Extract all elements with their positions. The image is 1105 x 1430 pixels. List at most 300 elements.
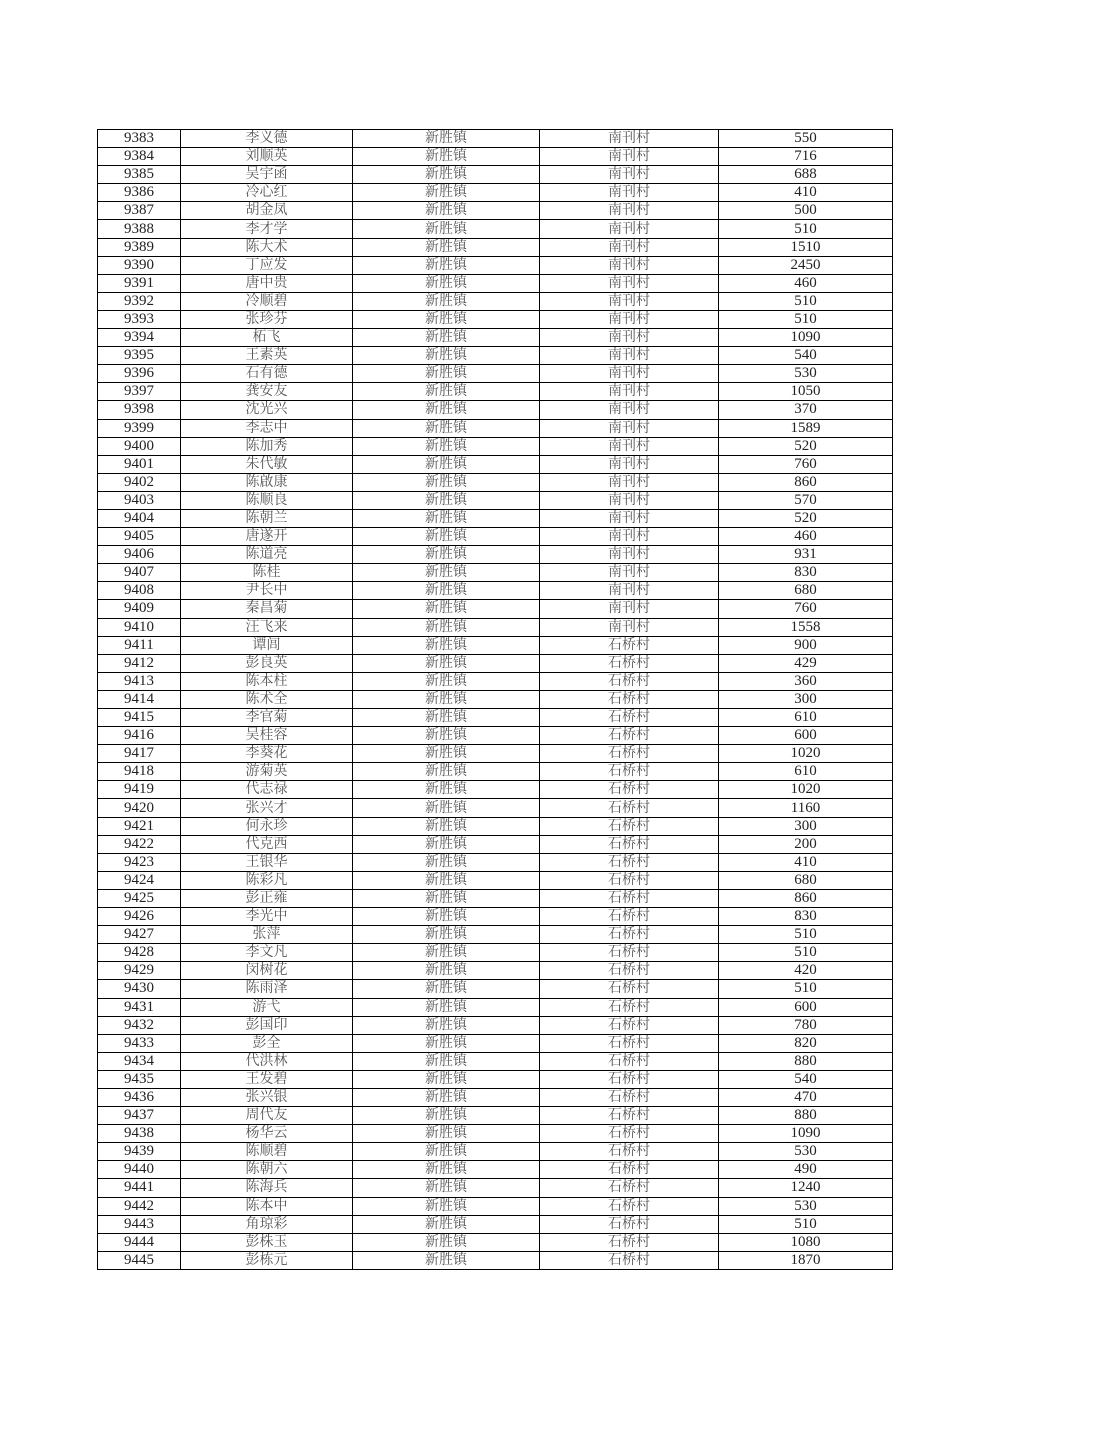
table-row	[98, 1143, 893, 1161]
table-row	[98, 1070, 893, 1088]
data-table	[97, 129, 893, 1270]
cell-name: 王素英	[181, 347, 353, 365]
table-row	[98, 202, 893, 220]
table-row	[98, 546, 893, 564]
cell-number: 9442	[98, 1197, 181, 1215]
cell-name: 石有德	[181, 365, 353, 383]
cell-town: 新胜镇	[353, 1088, 540, 1106]
cell-amount: 370	[719, 401, 893, 419]
cell-name: 胡金凤	[181, 202, 353, 220]
cell-village: 南刊村	[540, 202, 719, 220]
cell-town: 新胜镇	[353, 546, 540, 564]
cell-town: 新胜镇	[353, 383, 540, 401]
cell-number: 9440	[98, 1161, 181, 1179]
cell-amount: 540	[719, 1070, 893, 1088]
table-row	[98, 437, 893, 455]
cell-amount: 490	[719, 1161, 893, 1179]
cell-number: 9394	[98, 329, 181, 347]
cell-number: 9411	[98, 636, 181, 654]
cell-village: 南刊村	[540, 220, 719, 238]
cell-town: 新胜镇	[353, 962, 540, 980]
cell-town: 新胜镇	[353, 238, 540, 256]
cell-name: 陈术全	[181, 690, 353, 708]
cell-name: 何永珍	[181, 817, 353, 835]
cell-amount: 760	[719, 600, 893, 618]
table-body	[98, 130, 893, 1270]
cell-name: 吴桂容	[181, 727, 353, 745]
cell-town: 新胜镇	[353, 528, 540, 546]
cell-town: 新胜镇	[353, 582, 540, 600]
cell-name: 沈光兴	[181, 401, 353, 419]
cell-town: 新胜镇	[353, 274, 540, 292]
cell-name: 李葵花	[181, 745, 353, 763]
cell-town: 新胜镇	[353, 148, 540, 166]
cell-town: 新胜镇	[353, 944, 540, 962]
cell-village: 石桥村	[540, 690, 719, 708]
table-row	[98, 509, 893, 527]
table-row	[98, 926, 893, 944]
cell-amount: 1589	[719, 419, 893, 437]
cell-number: 9439	[98, 1143, 181, 1161]
cell-number: 9393	[98, 310, 181, 328]
cell-town: 新胜镇	[353, 799, 540, 817]
cell-amount: 360	[719, 672, 893, 690]
cell-town: 新胜镇	[353, 1215, 540, 1233]
cell-amount: 1020	[719, 745, 893, 763]
cell-name: 李光中	[181, 908, 353, 926]
cell-amount: 300	[719, 817, 893, 835]
cell-number: 9412	[98, 654, 181, 672]
table-row	[98, 962, 893, 980]
table-row	[98, 944, 893, 962]
cell-village: 石桥村	[540, 817, 719, 835]
cell-name: 张兴银	[181, 1088, 353, 1106]
cell-number: 9398	[98, 401, 181, 419]
cell-amount: 680	[719, 871, 893, 889]
cell-amount: 510	[719, 292, 893, 310]
table-row	[98, 1052, 893, 1070]
cell-village: 石桥村	[540, 745, 719, 763]
cell-amount: 880	[719, 1052, 893, 1070]
table-row	[98, 292, 893, 310]
cell-name: 陈桂	[181, 564, 353, 582]
table-row	[98, 256, 893, 274]
cell-amount: 300	[719, 690, 893, 708]
cell-village: 石桥村	[540, 1070, 719, 1088]
table-row	[98, 853, 893, 871]
table-row	[98, 383, 893, 401]
cell-name: 代洪林	[181, 1052, 353, 1070]
table-row	[98, 690, 893, 708]
cell-amount: 1080	[719, 1233, 893, 1251]
cell-village: 南刊村	[540, 401, 719, 419]
cell-village: 石桥村	[540, 871, 719, 889]
cell-amount: 780	[719, 1016, 893, 1034]
cell-number: 9437	[98, 1107, 181, 1125]
cell-name: 龚安友	[181, 383, 353, 401]
cell-town: 新胜镇	[353, 690, 540, 708]
cell-name: 彭株玉	[181, 1233, 353, 1251]
cell-village: 南刊村	[540, 582, 719, 600]
cell-village: 南刊村	[540, 256, 719, 274]
cell-town: 新胜镇	[353, 292, 540, 310]
cell-amount: 1870	[719, 1251, 893, 1269]
table-row	[98, 817, 893, 835]
cell-village: 南刊村	[540, 347, 719, 365]
cell-town: 新胜镇	[353, 1233, 540, 1251]
cell-amount: 931	[719, 546, 893, 564]
cell-name: 李义德	[181, 130, 353, 148]
cell-amount: 610	[719, 763, 893, 781]
cell-name: 陈朝兰	[181, 509, 353, 527]
table-row	[98, 636, 893, 654]
cell-name: 唐中贵	[181, 274, 353, 292]
cell-number: 9417	[98, 745, 181, 763]
cell-number: 9410	[98, 618, 181, 636]
cell-town: 新胜镇	[353, 1052, 540, 1070]
cell-village: 南刊村	[540, 365, 719, 383]
cell-amount: 550	[719, 130, 893, 148]
cell-amount: 1020	[719, 781, 893, 799]
cell-name: 张珍芬	[181, 310, 353, 328]
cell-name: 李志中	[181, 419, 353, 437]
cell-amount: 530	[719, 1143, 893, 1161]
cell-number: 9416	[98, 727, 181, 745]
cell-amount: 2450	[719, 256, 893, 274]
cell-name: 冷顺碧	[181, 292, 353, 310]
cell-amount: 1090	[719, 1125, 893, 1143]
cell-village: 南刊村	[540, 437, 719, 455]
cell-village: 石桥村	[540, 1143, 719, 1161]
table-row	[98, 491, 893, 509]
cell-name: 张兴才	[181, 799, 353, 817]
cell-name: 李官菊	[181, 709, 353, 727]
cell-number: 9432	[98, 1016, 181, 1034]
cell-number: 9424	[98, 871, 181, 889]
cell-amount: 530	[719, 1197, 893, 1215]
cell-number: 9418	[98, 763, 181, 781]
cell-name: 陈雨泽	[181, 980, 353, 998]
cell-town: 新胜镇	[353, 908, 540, 926]
cell-town: 新胜镇	[353, 1251, 540, 1269]
cell-village: 石桥村	[540, 763, 719, 781]
table-row	[98, 528, 893, 546]
cell-name: 陈加秀	[181, 437, 353, 455]
table-row	[98, 600, 893, 618]
table-row	[98, 618, 893, 636]
cell-name: 陈顺碧	[181, 1143, 353, 1161]
cell-town: 新胜镇	[353, 419, 540, 437]
cell-amount: 1160	[719, 799, 893, 817]
cell-name: 陈本柱	[181, 672, 353, 690]
table-row	[98, 166, 893, 184]
table-row	[98, 310, 893, 328]
cell-number: 9384	[98, 148, 181, 166]
cell-town: 新胜镇	[353, 256, 540, 274]
cell-number: 9429	[98, 962, 181, 980]
cell-village: 石桥村	[540, 944, 719, 962]
cell-amount: 510	[719, 1215, 893, 1233]
cell-amount: 680	[719, 582, 893, 600]
cell-town: 新胜镇	[353, 709, 540, 727]
cell-village: 南刊村	[540, 238, 719, 256]
cell-town: 新胜镇	[353, 1016, 540, 1034]
cell-amount: 1050	[719, 383, 893, 401]
cell-town: 新胜镇	[353, 1070, 540, 1088]
cell-village: 南刊村	[540, 528, 719, 546]
cell-village: 石桥村	[540, 709, 719, 727]
cell-town: 新胜镇	[353, 1034, 540, 1052]
cell-village: 南刊村	[540, 509, 719, 527]
cell-town: 新胜镇	[353, 672, 540, 690]
cell-amount: 1558	[719, 618, 893, 636]
cell-number: 9444	[98, 1233, 181, 1251]
cell-number: 9419	[98, 781, 181, 799]
cell-amount: 860	[719, 473, 893, 491]
cell-number: 9433	[98, 1034, 181, 1052]
cell-village: 石桥村	[540, 1088, 719, 1106]
cell-amount: 470	[719, 1088, 893, 1106]
cell-village: 石桥村	[540, 980, 719, 998]
cell-number: 9430	[98, 980, 181, 998]
cell-amount: 510	[719, 944, 893, 962]
cell-village: 石桥村	[540, 1251, 719, 1269]
table-row	[98, 130, 893, 148]
cell-number: 9387	[98, 202, 181, 220]
cell-number: 9391	[98, 274, 181, 292]
cell-amount: 460	[719, 528, 893, 546]
cell-town: 新胜镇	[353, 871, 540, 889]
cell-town: 新胜镇	[353, 491, 540, 509]
cell-town: 新胜镇	[353, 926, 540, 944]
cell-name: 汪飞来	[181, 618, 353, 636]
cell-village: 南刊村	[540, 491, 719, 509]
table-row	[98, 274, 893, 292]
cell-number: 9397	[98, 383, 181, 401]
cell-number: 9431	[98, 998, 181, 1016]
cell-village: 石桥村	[540, 998, 719, 1016]
cell-town: 新胜镇	[353, 636, 540, 654]
cell-village: 石桥村	[540, 727, 719, 745]
cell-village: 南刊村	[540, 130, 719, 148]
cell-name: 朱代敏	[181, 455, 353, 473]
cell-name: 代志禄	[181, 781, 353, 799]
cell-number: 9426	[98, 908, 181, 926]
table-row	[98, 564, 893, 582]
cell-village: 石桥村	[540, 853, 719, 871]
table-row	[98, 1088, 893, 1106]
cell-number: 9421	[98, 817, 181, 835]
cell-name: 李文凡	[181, 944, 353, 962]
cell-amount: 600	[719, 727, 893, 745]
cell-village: 南刊村	[540, 546, 719, 564]
cell-number: 9414	[98, 690, 181, 708]
cell-number: 9415	[98, 709, 181, 727]
cell-number: 9388	[98, 220, 181, 238]
cell-town: 新胜镇	[353, 455, 540, 473]
cell-village: 石桥村	[540, 1161, 719, 1179]
table-row	[98, 998, 893, 1016]
table-row	[98, 745, 893, 763]
table-row	[98, 980, 893, 998]
table-row	[98, 238, 893, 256]
cell-village: 石桥村	[540, 1215, 719, 1233]
cell-town: 新胜镇	[353, 437, 540, 455]
cell-amount: 830	[719, 564, 893, 582]
cell-amount: 900	[719, 636, 893, 654]
cell-amount: 530	[719, 365, 893, 383]
cell-village: 南刊村	[540, 383, 719, 401]
cell-name: 谭闾	[181, 636, 353, 654]
cell-village: 南刊村	[540, 564, 719, 582]
cell-village: 石桥村	[540, 962, 719, 980]
cell-village: 石桥村	[540, 1034, 719, 1052]
cell-village: 石桥村	[540, 908, 719, 926]
cell-number: 9389	[98, 238, 181, 256]
cell-village: 石桥村	[540, 1016, 719, 1034]
table-row	[98, 184, 893, 202]
cell-number: 9399	[98, 419, 181, 437]
cell-number: 9435	[98, 1070, 181, 1088]
cell-amount: 820	[719, 1034, 893, 1052]
cell-number: 9392	[98, 292, 181, 310]
cell-town: 新胜镇	[353, 817, 540, 835]
table-row	[98, 1233, 893, 1251]
table-row	[98, 419, 893, 437]
cell-number: 9420	[98, 799, 181, 817]
cell-number: 9445	[98, 1251, 181, 1269]
cell-name: 周代友	[181, 1107, 353, 1125]
cell-name: 尹长中	[181, 582, 353, 600]
cell-name: 彭全	[181, 1034, 353, 1052]
cell-amount: 460	[719, 274, 893, 292]
cell-town: 新胜镇	[353, 1179, 540, 1197]
cell-town: 新胜镇	[353, 220, 540, 238]
cell-number: 9423	[98, 853, 181, 871]
table-row	[98, 1251, 893, 1269]
cell-name: 代克西	[181, 835, 353, 853]
cell-town: 新胜镇	[353, 853, 540, 871]
cell-town: 新胜镇	[353, 745, 540, 763]
cell-village: 石桥村	[540, 835, 719, 853]
cell-number: 9406	[98, 546, 181, 564]
cell-name: 柘飞	[181, 329, 353, 347]
cell-amount: 520	[719, 509, 893, 527]
cell-town: 新胜镇	[353, 654, 540, 672]
cell-town: 新胜镇	[353, 1161, 540, 1179]
cell-town: 新胜镇	[353, 473, 540, 491]
cell-village: 石桥村	[540, 672, 719, 690]
cell-village: 石桥村	[540, 926, 719, 944]
cell-number: 9401	[98, 455, 181, 473]
cell-number: 9403	[98, 491, 181, 509]
cell-town: 新胜镇	[353, 347, 540, 365]
cell-village: 石桥村	[540, 1233, 719, 1251]
cell-village: 南刊村	[540, 148, 719, 166]
cell-name: 陈朝六	[181, 1161, 353, 1179]
cell-amount: 688	[719, 166, 893, 184]
cell-town: 新胜镇	[353, 509, 540, 527]
cell-number: 9427	[98, 926, 181, 944]
table-row	[98, 763, 893, 781]
cell-town: 新胜镇	[353, 781, 540, 799]
table-row	[98, 1125, 893, 1143]
cell-number: 9422	[98, 835, 181, 853]
cell-number: 9409	[98, 600, 181, 618]
table-row	[98, 1197, 893, 1215]
table-row	[98, 347, 893, 365]
cell-town: 新胜镇	[353, 329, 540, 347]
cell-name: 游弋	[181, 998, 353, 1016]
table-row	[98, 473, 893, 491]
cell-amount: 860	[719, 889, 893, 907]
cell-name: 杨华云	[181, 1125, 353, 1143]
cell-town: 新胜镇	[353, 166, 540, 184]
cell-name: 秦昌菊	[181, 600, 353, 618]
table-row	[98, 582, 893, 600]
table-row	[98, 1215, 893, 1233]
cell-amount: 570	[719, 491, 893, 509]
cell-number: 9408	[98, 582, 181, 600]
cell-name: 陈道亮	[181, 546, 353, 564]
cell-village: 石桥村	[540, 781, 719, 799]
cell-number: 9436	[98, 1088, 181, 1106]
cell-town: 新胜镇	[353, 365, 540, 383]
cell-name: 王发碧	[181, 1070, 353, 1088]
cell-town: 新胜镇	[353, 1197, 540, 1215]
cell-number: 9383	[98, 130, 181, 148]
cell-number: 9443	[98, 1215, 181, 1233]
table-row	[98, 1034, 893, 1052]
cell-town: 新胜镇	[353, 727, 540, 745]
cell-amount: 410	[719, 853, 893, 871]
cell-village: 南刊村	[540, 166, 719, 184]
table-row	[98, 799, 893, 817]
table-row	[98, 455, 893, 473]
cell-village: 南刊村	[540, 419, 719, 437]
cell-number: 9395	[98, 347, 181, 365]
cell-town: 新胜镇	[353, 600, 540, 618]
table-row	[98, 654, 893, 672]
cell-number: 9434	[98, 1052, 181, 1070]
cell-town: 新胜镇	[353, 980, 540, 998]
cell-name: 角琼彩	[181, 1215, 353, 1233]
cell-name: 刘顺英	[181, 148, 353, 166]
cell-number: 9385	[98, 166, 181, 184]
cell-number: 9390	[98, 256, 181, 274]
cell-village: 南刊村	[540, 455, 719, 473]
cell-name: 彭国印	[181, 1016, 353, 1034]
cell-amount: 410	[719, 184, 893, 202]
table-row	[98, 871, 893, 889]
cell-number: 9428	[98, 944, 181, 962]
cell-amount: 520	[719, 437, 893, 455]
cell-number: 9405	[98, 528, 181, 546]
cell-name: 吴宇函	[181, 166, 353, 184]
table-row	[98, 835, 893, 853]
cell-village: 石桥村	[540, 636, 719, 654]
cell-town: 新胜镇	[353, 835, 540, 853]
cell-village: 南刊村	[540, 329, 719, 347]
cell-number: 9441	[98, 1179, 181, 1197]
cell-town: 新胜镇	[353, 889, 540, 907]
cell-amount: 200	[719, 835, 893, 853]
cell-name: 彭良英	[181, 654, 353, 672]
cell-name: 陈顺良	[181, 491, 353, 509]
cell-number: 9413	[98, 672, 181, 690]
cell-name: 陈海兵	[181, 1179, 353, 1197]
cell-name: 张萍	[181, 926, 353, 944]
